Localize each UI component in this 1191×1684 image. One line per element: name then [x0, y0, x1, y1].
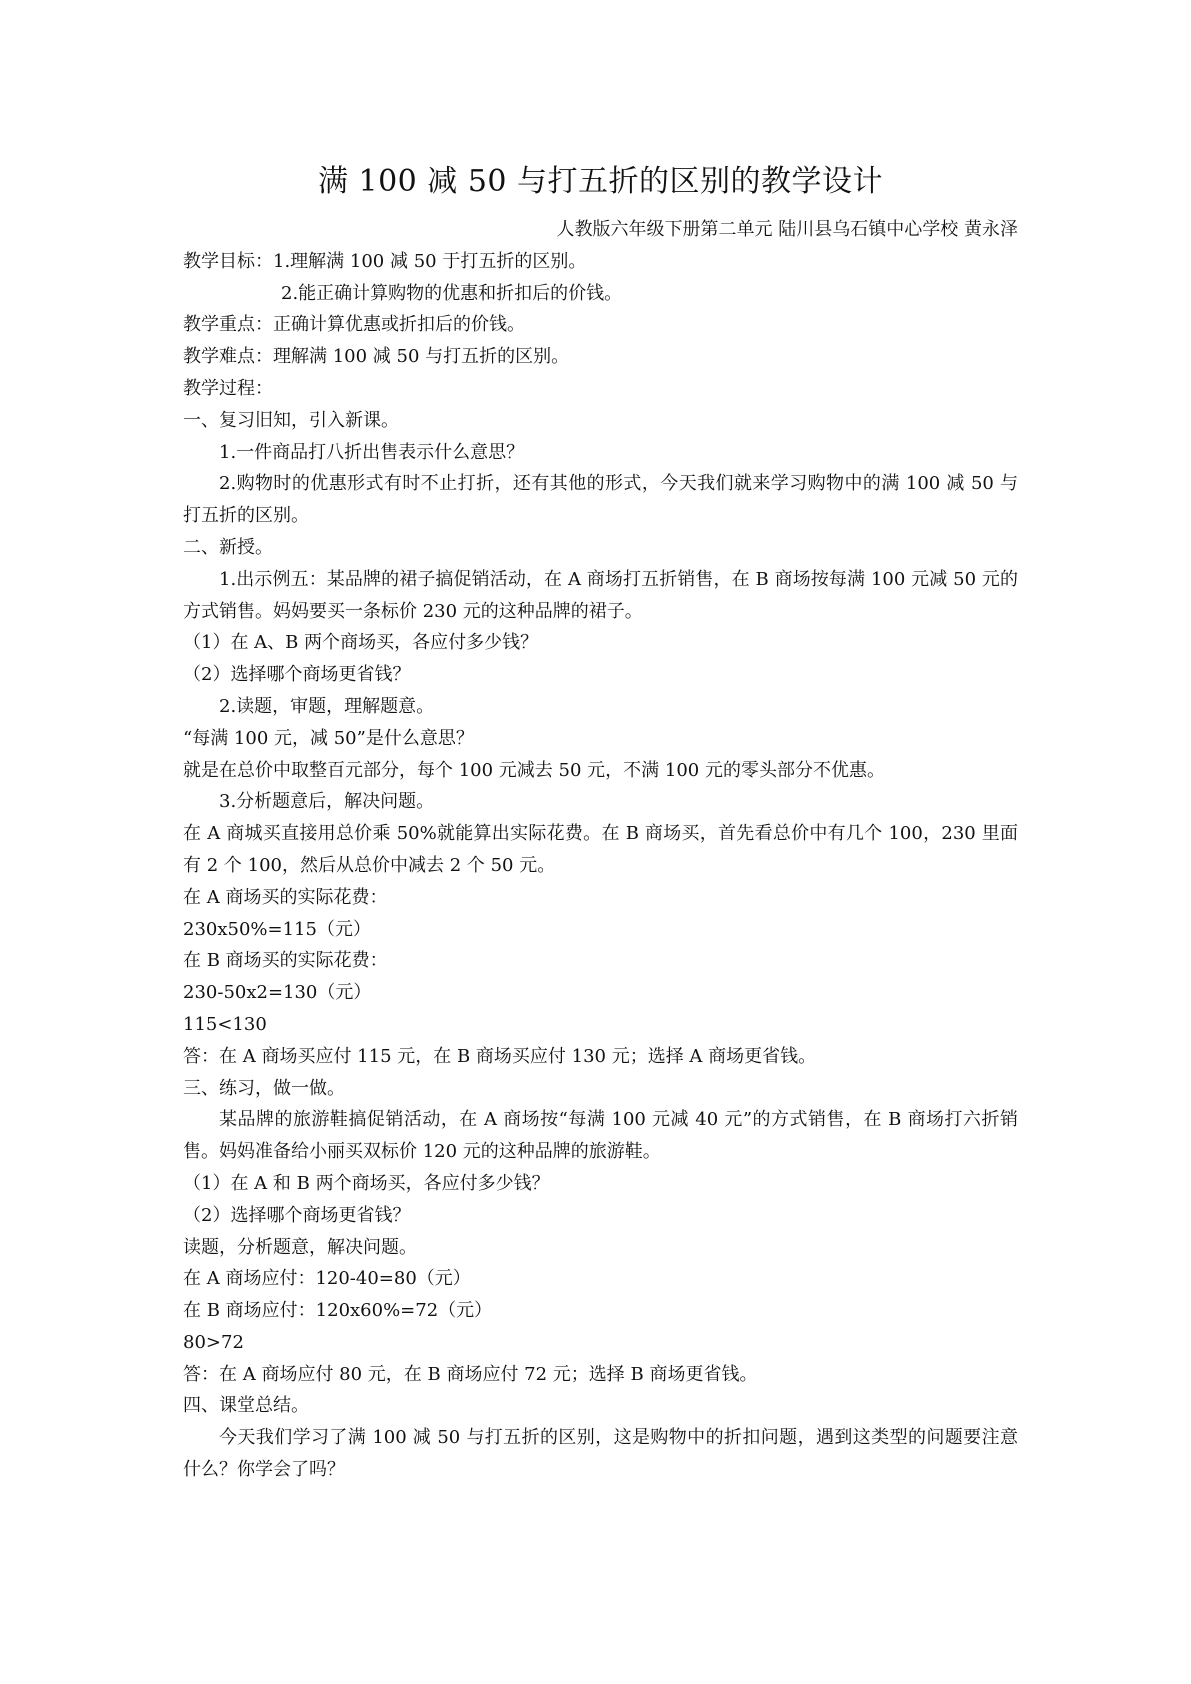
goals-label: 教学目标：: [183, 250, 273, 272]
goal-1: 1.理解满 100 减 50 于打五折的区别。: [273, 250, 587, 272]
section-2-question-1: （1）在 A、B 两个商场买，各应付多少钱？: [183, 632, 539, 654]
teaching-goals: [183, 246, 1018, 278]
section-2-read: 2.读题，审题，理解题意。: [219, 695, 435, 717]
section-4-summary: 今天我们学习了满 100 减 50 与打五折的区别，这是购物中的折扣问题，遇到这类型的问题要注意什么？你学会了吗？: [183, 1427, 1018, 1481]
section-1-question-2: 2.购物时的优惠形式有时不止打折，还有其他的形式，今天我们就来学习购物中的满 100 减 50 与打五折的区别。: [183, 473, 1018, 527]
section-1-heading: 一、复习旧知，引入新课。: [183, 409, 399, 431]
process-heading: 教学过程：: [183, 377, 273, 399]
section-3-b-calc: 在 B 商场应付：120x60%=72（元）: [183, 1300, 493, 1322]
section-2-solve: 3.分析题意后，解决问题。: [219, 791, 435, 813]
section-4-heading: 四、课堂总结。: [183, 1395, 309, 1417]
section-2-quote: “每满 100 元，减 50”是什么意思？: [183, 727, 474, 749]
section-3-answer: 答：在 A 商场应付 80 元，在 B 商场应付 72 元；选择 B 商场更省钱。: [183, 1363, 758, 1385]
section-3-problem: 某品牌的旅游鞋搞促销活动，在 A 商场按“每满 100 元减 40 元”的方式销售，在 B 商场打六折销售。妈妈准备给小丽买双标价 120 元的这种品牌的旅游鞋。: [183, 1109, 1018, 1163]
section-2-analysis: 在 A 商城买直接用总价乘 50%就能算出实际花费。在 B 商场买，首先看总价中有几个 100，230 里面有 2 个 100，然后从总价中减去 2 个 50 元。: [183, 823, 1018, 876]
section-2-question-2: （2）选择哪个商场更省钱？: [183, 664, 411, 686]
section-2-b-calc: 230-50x2=130（元）: [183, 982, 372, 1004]
document-page: [183, 160, 1018, 1486]
section-3-question-1: （1）在 A 和 B 两个商场买，各应付多少钱？: [183, 1172, 550, 1194]
section-3-question-2: （2）选择哪个商场更省钱？: [183, 1204, 411, 1226]
section-2-explain: 就是在总价中取整百元部分，每个 100 元减去 50 元，不满 100 元的零头部分不优惠。: [183, 759, 885, 781]
section-2-a-calc: 230x50%=115（元）: [183, 918, 371, 940]
section-3-a-calc: 在 A 商场应付：120-40=80（元）: [183, 1268, 471, 1290]
goal-2: 2.能正确计算购物的优惠和折扣后的价钱。: [281, 282, 623, 304]
document-title: 满 100 减 50 与打五折的区别的教学设计: [317, 164, 884, 199]
section-2-answer: 答：在 A 商场买应付 115 元，在 B 商场买应付 130 元；选择 A 商场更省钱。: [183, 1045, 817, 1067]
section-2-b-label: 在 B 商场买的实际花费：: [183, 950, 388, 972]
section-3-compare: 80>72: [183, 1331, 244, 1353]
key-point: 教学重点：正确计算优惠或折扣后的价钱。: [183, 314, 525, 336]
section-2-example: 1.出示例五：某品牌的裙子搞促销活动，在 A 商场打五折销售，在 B 商场按每满 100 元减 50 元的方式销售。妈妈要买一条标价 230 元的这种品牌的裙子。: [183, 568, 1018, 622]
section-2-heading: 二、新授。: [183, 536, 273, 558]
difficulty: 教学难点：理解满 100 减 50 与打五折的区别。: [183, 346, 570, 368]
section-3-read: 读题，分析题意，解决问题。: [183, 1236, 417, 1258]
section-3-heading: 三、练习，做一做。: [183, 1077, 345, 1099]
section-1-question-1: 1.一件商品打八折出售表示什么意思？: [219, 441, 525, 463]
author-byline: 人教版六年级下册第二单元 陆川县乌石镇中心学校 黄永泽: [556, 219, 1018, 240]
section-2-a-label: 在 A 商场买的实际花费：: [183, 886, 388, 908]
section-2-compare: 115<130: [183, 1013, 267, 1035]
